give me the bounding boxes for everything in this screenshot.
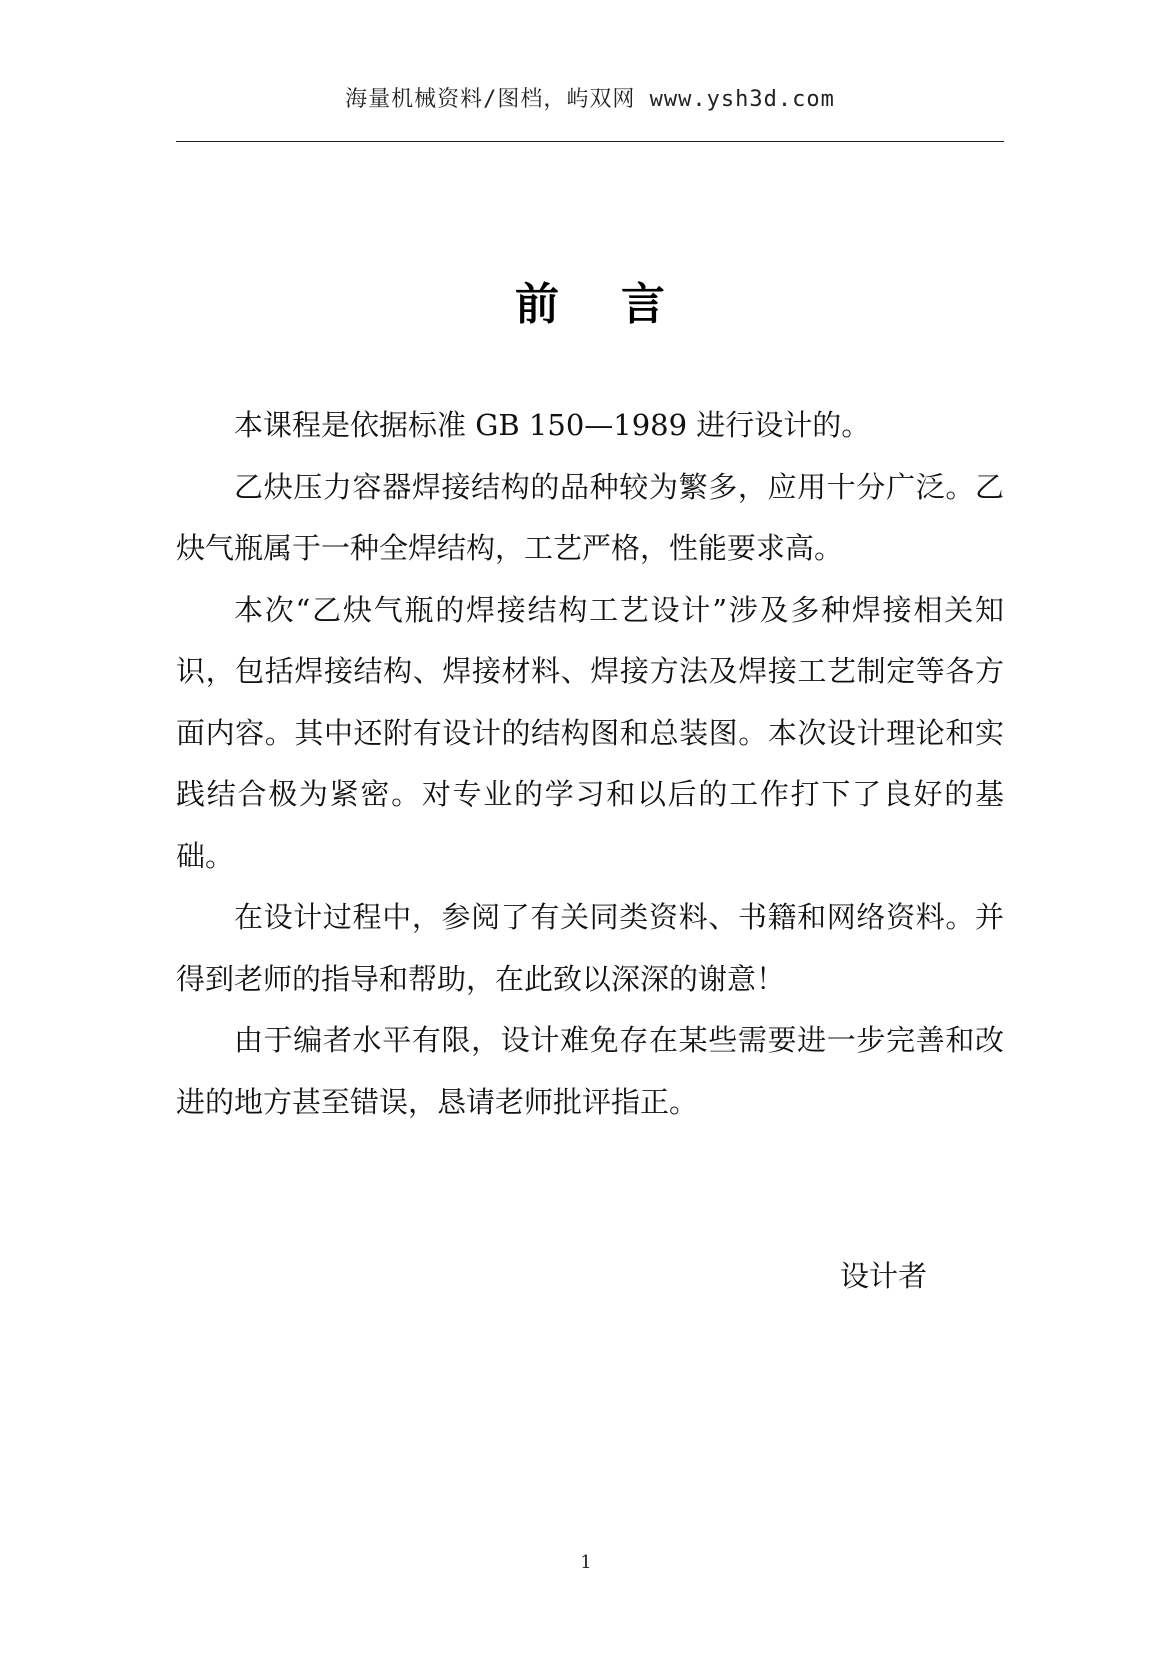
preface-body: [176, 395, 1004, 1133]
page-number: 1: [580, 1552, 592, 1573]
page-title: 前言: [515, 279, 727, 330]
page-header: 海量机械资料/图档，屿双网 www.ysh3d.com: [345, 87, 835, 112]
paragraph-3: 本次“乙炔气瓶的焊接结构工艺设计”涉及多种焊接相关知识，包括焊接结构、焊接材料、焊接方法及焊接工艺制定等各方面内容。其中还附有设计的结构图和总装图。本次设计理论和实践结合极为紧密。对专业的学习和以后的工作打下了良好的基础。: [176, 592, 1004, 873]
paragraph-1: 本课程是依据标准 GB 150—1989 进行设计的。: [234, 408, 871, 442]
signature: 设计者: [840, 1259, 928, 1293]
paragraph-2: 乙炔压力容器焊接结构的品种较为繁多，应用十分广泛。乙炔气瓶属于一种全焊结构，工艺严格，性能要求高。: [176, 469, 1004, 565]
paragraph-4: 在设计过程中，参阅了有关同类资料、书籍和网络资料。并得到老师的指导和帮助，在此致以深深的谢意！: [176, 900, 1004, 996]
header-divider: [176, 141, 1004, 142]
paragraph-5: 由于编者水平有限，设计难免存在某些需要进一步完善和改进的地方甚至错误，恳请老师批评指正。: [176, 1023, 1004, 1119]
